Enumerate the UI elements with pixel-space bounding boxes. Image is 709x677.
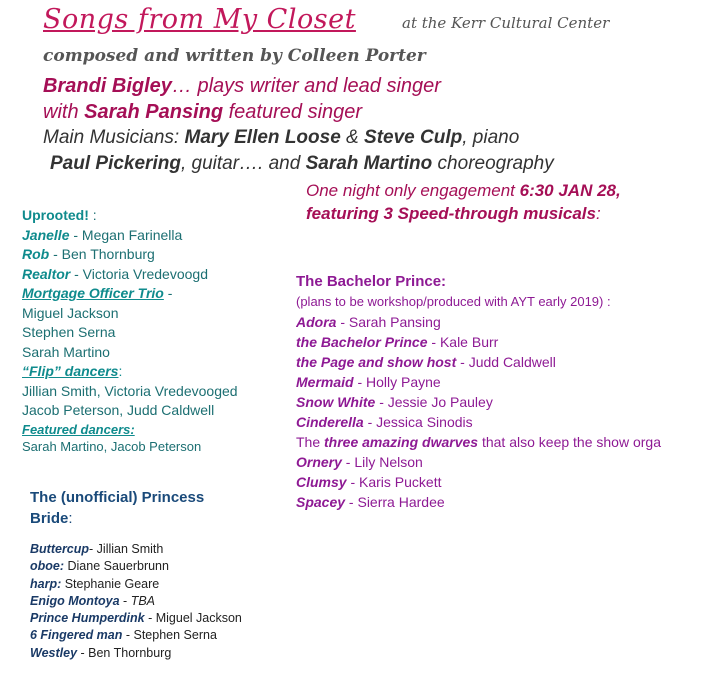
uprooted-title [22, 206, 238, 226]
cast-row [296, 412, 709, 432]
role-name: Rob [22, 246, 50, 262]
role-name: Cinderella [296, 414, 364, 430]
role-name: 6 Fingered man [30, 628, 123, 643]
featured-name: Sarah Pansing [84, 101, 224, 123]
actor-name: - Lily Nelson [341, 454, 423, 470]
role-name: Janelle [22, 226, 70, 243]
featured-dancers: Sarah Martino, Jacob Peterson [22, 438, 202, 454]
featured-role: featured singer [223, 101, 363, 123]
credit-line-lead [43, 75, 441, 98]
engagement-featuring: featuring 3 Speed-through musicals [306, 204, 596, 223]
choreographer-name: Sarah Martino [305, 153, 433, 174]
flip-heading-suffix: : [118, 363, 123, 379]
credit-line-guitar [50, 153, 554, 175]
bachelor-prince-section [296, 272, 709, 512]
actor-name: - Holly Payne [353, 374, 441, 390]
princess-bride-title-2 [30, 508, 242, 529]
uprooted-title-text: Uprooted! [22, 207, 89, 223]
cast-row [296, 472, 709, 492]
actor-name: - Sierra Hardee [345, 494, 445, 510]
dwarves-bold: three amazing dwarves [324, 434, 479, 450]
role-name: Clumsy [296, 474, 347, 490]
princess-bride-section [30, 487, 242, 662]
cast-row [30, 627, 242, 644]
cast-row [296, 492, 709, 512]
guitar-mid: , guitar…. and [180, 153, 306, 174]
actor-name: - Jillian Smith [89, 542, 164, 556]
cast-row [296, 332, 709, 352]
cast-row [296, 312, 709, 332]
actor-name: - Victoria Vredevoogd [70, 265, 208, 282]
cast-row [30, 576, 242, 593]
engagement-text: One night only engagement [306, 181, 520, 200]
bachelor-prince-subtitle: (plans to be workshop/produced with AYT early 2019) : [296, 294, 611, 309]
dwarves-intro [296, 432, 709, 452]
cast-row [30, 541, 242, 558]
dwarves-pre: The [296, 434, 325, 450]
actor-name: - Megan Farinella [69, 226, 183, 243]
credit-line-featured [43, 101, 362, 124]
actor-name: - Kale Burr [427, 334, 499, 350]
credit-line-musicians [43, 127, 519, 149]
princess-bride-cast [30, 541, 242, 662]
engagement-date: 6:30 JAN 28, [519, 181, 621, 200]
actor-name-tba: TBA [130, 593, 155, 608]
actor-name: - Jessie Jo Pauley [375, 394, 493, 410]
role-name: Enigo Montoya [30, 593, 120, 608]
musician-name-2: Steve Culp [364, 127, 463, 148]
princess-bride-title-suffix: : [68, 510, 73, 527]
featured-heading-text: Featured dancers: [22, 421, 135, 437]
cast-row [22, 245, 238, 265]
role-name: Buttercup [30, 542, 90, 556]
actor-name: - [119, 593, 131, 608]
musicians-prefix: Main Musicians: [43, 127, 185, 148]
musicians-amp: & [340, 127, 365, 148]
role-name: the Bachelor Prince [296, 334, 428, 350]
role-name: Adora [296, 314, 337, 330]
engagement-colon: : [596, 204, 601, 223]
flip-heading [22, 362, 238, 382]
flip-heading-text: “Flip” dancers [22, 363, 119, 379]
composer-credit: composed and written by Colleen Porter [43, 46, 426, 66]
princess-bride-title: The (unofficial) Princess [30, 489, 205, 506]
actor-name: - Stephen Serna [122, 628, 217, 643]
cast-row [30, 593, 242, 610]
choreography-role: choreography [432, 153, 554, 174]
actor-name: - Ben Thornburg [77, 645, 172, 660]
flip-dancers: Jacob Peterson, Judd Caldwell [22, 402, 215, 418]
role-name: the Page and show host [296, 354, 457, 370]
musician-name-1: Mary Ellen Loose [184, 127, 341, 148]
actor-name: - Jessica Sinodis [363, 414, 473, 430]
venue-subtitle: at the Kerr Cultural Center [402, 14, 610, 32]
actor-name: - Miguel Jackson [144, 611, 242, 626]
trio-member: Stephen Serna [22, 324, 116, 340]
lead-name: Brandi Bigley [43, 75, 172, 97]
uprooted-title-suffix: : [88, 207, 97, 223]
page-title: Songs from My Closet [43, 4, 356, 35]
role-name: Ornery [296, 454, 342, 470]
role-name: Prince Humperdink [30, 611, 145, 626]
actor-name: - Sarah Pansing [336, 314, 441, 330]
guitarist-name: Paul Pickering [50, 153, 181, 174]
trio-member: Sarah Martino [22, 343, 110, 360]
cast-row [30, 558, 242, 575]
actor-name: Stephanie Geare [61, 576, 160, 591]
dwarves-rest: that also keep the show orga [478, 434, 661, 450]
cast-row [296, 392, 709, 412]
princess-bride-title-word: Bride [30, 510, 69, 527]
role-name: Snow White [296, 394, 376, 410]
role-name: Spacey [296, 494, 346, 510]
cast-row [30, 645, 242, 662]
musicians-role: , piano [462, 127, 520, 148]
cast-row [22, 265, 238, 285]
cast-row [296, 372, 709, 392]
role-name: Realtor [22, 265, 71, 282]
engagement-line-2 [306, 204, 601, 224]
uprooted-section [22, 206, 238, 455]
flip-dancers: Jillian Smith, Victoria Vredevooged [22, 382, 238, 399]
featured-heading [22, 421, 238, 438]
trio-heading-suffix: - [163, 285, 173, 301]
lead-role: … plays writer and lead singer [171, 75, 441, 97]
bachelor-prince-title: The Bachelor Prince: [296, 273, 447, 290]
role-name: oboe: [30, 559, 65, 574]
role-name: Westley [30, 645, 78, 660]
cast-row [22, 226, 238, 246]
role-name: Mermaid [296, 374, 354, 390]
cast-row [296, 452, 709, 472]
actor-name: - Karis Puckett [346, 474, 442, 490]
cast-row [30, 610, 242, 627]
actor-name: - Judd Caldwell [456, 354, 556, 370]
cast-row [296, 352, 709, 372]
role-name: harp: [30, 576, 62, 591]
actor-name: - Ben Thornburg [49, 246, 155, 262]
actor-name: Diane Sauerbrunn [64, 559, 169, 574]
trio-member: Miguel Jackson [22, 304, 119, 321]
trio-heading-text: Mortgage Officer Trio [22, 285, 164, 301]
trio-heading [22, 284, 238, 304]
engagement-line [306, 181, 621, 201]
featured-prefix: with [43, 101, 85, 123]
